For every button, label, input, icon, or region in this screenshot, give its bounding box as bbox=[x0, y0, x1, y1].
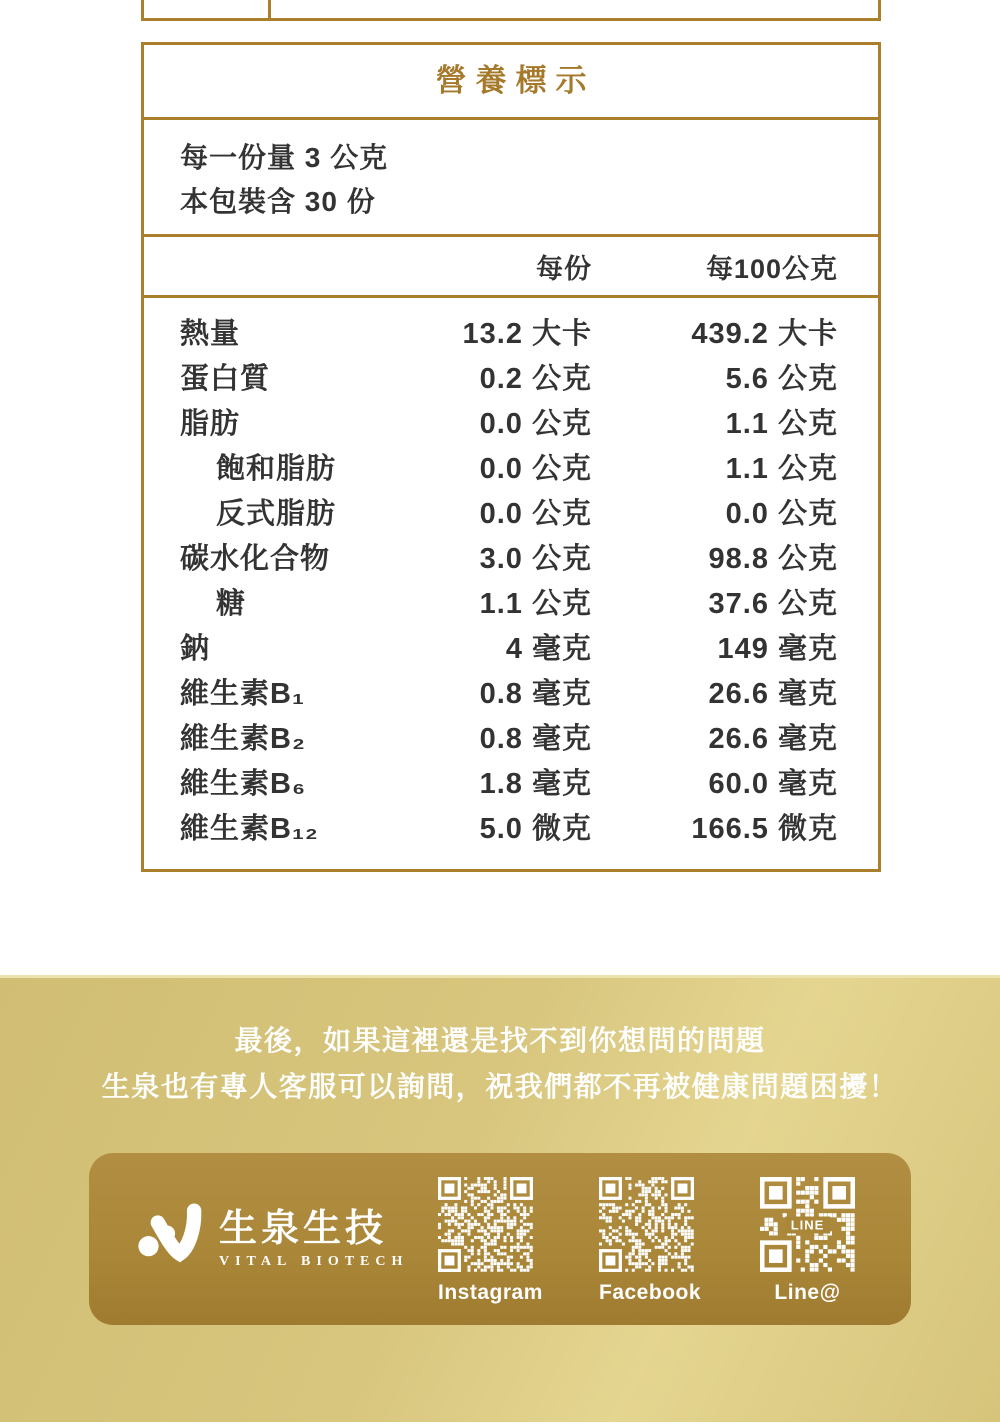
per-serving-value: 0.2 公克 bbox=[479, 363, 592, 395]
nutrition-row bbox=[144, 582, 878, 627]
qr-item bbox=[438, 1177, 543, 1305]
per-serving-value: 5.0 微克 bbox=[479, 813, 592, 845]
serving-info bbox=[144, 120, 878, 237]
per-100g-value: 26.6 毫克 bbox=[708, 723, 838, 755]
brand-name-block bbox=[219, 1208, 408, 1270]
nutrient-name: 維生素B₂ bbox=[180, 723, 306, 755]
brand-name-zh: 生泉生技 bbox=[219, 1208, 388, 1250]
per-100g-value: 37.6 公克 bbox=[708, 588, 838, 620]
nutrient-name: 糖 bbox=[216, 588, 247, 620]
nutrition-row bbox=[144, 537, 878, 582]
column-header-per-serving: 每份 bbox=[536, 253, 592, 284]
nutrient-name: 熱量 bbox=[180, 318, 241, 350]
nutrient-name: 鈉 bbox=[180, 633, 211, 665]
per-serving-value: 1.1 公克 bbox=[479, 588, 592, 620]
per-serving-value: 4 毫克 bbox=[505, 633, 592, 665]
footer-message-line1: 最後，如果這裡還是找不到你想問的問題 bbox=[234, 1025, 766, 1056]
nutrition-row bbox=[144, 627, 878, 672]
per-100g-value: 1.1 公克 bbox=[725, 408, 838, 440]
line-logo-tag: LINE bbox=[785, 1216, 831, 1233]
qr-code-group bbox=[438, 1177, 855, 1305]
nutrition-row bbox=[144, 312, 878, 357]
per-100g-value: 149 毫克 bbox=[717, 633, 838, 665]
per-serving-value: 13.2 大卡 bbox=[462, 318, 592, 350]
per-serving-value: 0.0 公克 bbox=[479, 453, 592, 485]
qr-code-icon bbox=[760, 1177, 855, 1272]
serving-size-text: 每一份量 3 公克 bbox=[180, 142, 389, 173]
nutrition-facts-table bbox=[141, 42, 881, 872]
table-column-divider bbox=[268, 0, 271, 18]
per-100g-value: 5.6 公克 bbox=[725, 363, 838, 395]
per-100g-value: 98.8 公克 bbox=[708, 543, 838, 575]
per-serving-value: 0.0 公克 bbox=[479, 498, 592, 530]
nutrient-name: 飽和脂肪 bbox=[216, 453, 337, 485]
nutrition-row bbox=[144, 762, 878, 807]
qr-label: Instagram bbox=[438, 1281, 543, 1304]
nutrition-row bbox=[144, 402, 878, 447]
per-100g-value: 1.1 公克 bbox=[725, 453, 838, 485]
nutrition-row bbox=[144, 807, 878, 852]
nutrient-name: 碳水化合物 bbox=[180, 543, 331, 575]
nutrient-name: 蛋白質 bbox=[180, 363, 271, 395]
brand-card bbox=[89, 1153, 911, 1325]
footer-section bbox=[0, 975, 1000, 1422]
nutrient-name: 維生素B₆ bbox=[180, 768, 307, 800]
nutrient-name: 維生素B₁₂ bbox=[180, 813, 319, 845]
nutrition-row bbox=[144, 672, 878, 717]
per-serving-value: 0.8 毫克 bbox=[479, 678, 592, 710]
per-100g-value: 166.5 微克 bbox=[691, 813, 838, 845]
qr-item bbox=[599, 1177, 702, 1305]
brand-logo bbox=[135, 1198, 408, 1280]
per-serving-value: 1.8 毫克 bbox=[479, 768, 592, 800]
nutrition-table-title: 營養標示 bbox=[144, 45, 878, 120]
nutrition-row bbox=[144, 447, 878, 492]
brand-name-en: VITAL BIOTECH bbox=[219, 1254, 409, 1269]
servings-per-pack-text: 本包裝含 30 份 bbox=[180, 186, 376, 217]
nutrition-row bbox=[144, 717, 878, 762]
qr-code-icon bbox=[438, 1177, 533, 1272]
nutrient-name: 脂肪 bbox=[180, 408, 241, 440]
nutrition-row bbox=[144, 492, 878, 537]
qr-item bbox=[760, 1177, 855, 1305]
nutrition-row bbox=[144, 357, 878, 402]
footer-message-line2: 生泉也有專人客服可以詢問，祝我們都不再被健康問題困擾！ bbox=[101, 1071, 899, 1102]
qr-label: Line@ bbox=[774, 1281, 841, 1304]
per-100g-value: 60.0 毫克 bbox=[708, 768, 838, 800]
nutrition-rows bbox=[144, 298, 878, 852]
per-serving-value: 0.0 公克 bbox=[479, 408, 592, 440]
column-header-per-100g: 每100公克 bbox=[705, 253, 838, 284]
per-100g-value: 26.6 毫克 bbox=[708, 678, 838, 710]
per-serving-value: 0.8 毫克 bbox=[479, 723, 592, 755]
per-serving-value: 3.0 公克 bbox=[479, 543, 592, 575]
column-header-row bbox=[144, 237, 878, 298]
per-100g-value: 0.0 公克 bbox=[725, 498, 838, 530]
nutrient-name: 維生素B₁ bbox=[180, 678, 305, 710]
vital-biotech-logo-icon bbox=[135, 1198, 211, 1280]
nutrient-name: 反式脂肪 bbox=[216, 498, 337, 530]
qr-label: Facebook bbox=[599, 1281, 702, 1304]
qr-code-icon bbox=[599, 1177, 694, 1272]
per-100g-value: 439.2 大卡 bbox=[691, 318, 838, 350]
cropped-table-remnant bbox=[141, 0, 881, 21]
